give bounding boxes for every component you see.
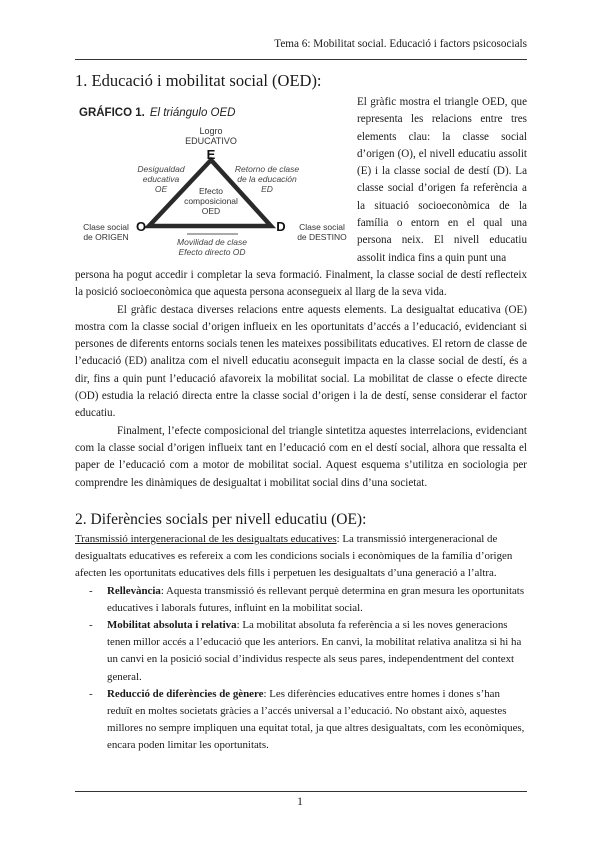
bullet-term: Reducció de diferències de gènere — [107, 687, 264, 700]
dest-label-1: Clase social — [299, 222, 345, 232]
bullet-text: : Aquesta transmissió és rellevant perquè determina en gran mesura les oportunitats educatives i laborals futures, influint en la mobilitat social. — [107, 584, 525, 614]
origin-label-2: de ORIGEN — [83, 232, 129, 242]
intro-underlined-term: Transmissió intergeneracional de les desigualtats educatives — [75, 533, 337, 545]
oed-triangle-diagram — [75, 103, 350, 265]
left-side-label-3: OE — [154, 184, 168, 194]
origin-label-1: Clase social — [83, 222, 129, 232]
left-side-label-1: Desigualdad — [137, 164, 185, 174]
bullet-dash: - — [89, 687, 93, 700]
right-side-label-3: ED — [261, 184, 273, 194]
figure-title — [79, 106, 235, 119]
section-2-intro — [75, 531, 527, 583]
paragraph-2: El gràfic destaca diverses relacions entre aquests elements. La desigualtat educativa (OE) mostra com la classe social d’origen influeix en les oportunitats d’accés a l’educació, evidenciant si persones de diferents entorns socials tenen les mateixes possibilitats educatives. El retorn de classe de l’educació (ED) analitza com el nivell educatiu aconseguit impacta en la classe social de destí, és a dir, fins a quin punt l’educació afavoreix la mobilitat social. La mobilitat de classe o efecte directe (OD) estudia la relació directa entre la classe social d’origen i la de destí, sense considerar el factor educatiu. — [75, 303, 527, 420]
bullet-term: Rellevància — [107, 584, 161, 597]
center-label-2: composicional — [184, 196, 238, 206]
top-label-1: Logro — [199, 126, 223, 136]
right-side-label-1: Retorno de clase — [234, 164, 300, 174]
oed-triangle-figure — [75, 103, 350, 265]
header-divider — [75, 59, 527, 60]
bullet-dash: - — [89, 584, 93, 597]
list-item — [75, 617, 527, 686]
section-1-body — [75, 267, 527, 492]
intro-text: : La transmissió intergeneracional de desigualtats educatives es refereix a com les condicions socials i econòmiques de la família d’origen afecten les oportunitats educatives dels fills i perpetuen les desigualtats d’una generació a l’altra. — [75, 533, 513, 580]
bullet-list — [75, 583, 527, 755]
figure-title-caption: El triángulo OED — [149, 107, 236, 119]
page-number: 1 — [297, 796, 303, 808]
bullet-term: Mobilitat absoluta i relativa — [107, 619, 237, 632]
bottom-label-1: Movilidad de clase — [177, 237, 247, 247]
right-side-label-2: de la educación — [237, 174, 297, 184]
section-2-body — [75, 531, 527, 755]
wrap-paragraph-continuation: persona ha pogut accedir i completar la seva formació. Finalment, la classe social de destí reflecteix la posició socioeconòmica que aquesta persona aconsegueix al llarg de la seva vida. — [75, 269, 527, 299]
footer-divider — [75, 791, 527, 792]
center-label-3: OED — [201, 206, 221, 216]
list-item — [75, 686, 527, 755]
bullet-text: : La mobilitat absoluta fa referència a si les noves generacions tenen millor accés a l’educació que les anteriors. En canvi, la mobilitat relativa analitza si hi ha un canvi en la posició social d’individus respecte als seus pares, independentment del context general. — [107, 619, 522, 683]
top-label-2: EDUCATIVO — [185, 136, 237, 146]
left-side-label-2: educativa — [142, 174, 180, 184]
figure-title-number: GRÁFICO 1. — [79, 107, 145, 119]
bullet-dash: - — [89, 619, 93, 632]
paragraph-3: Finalment, l’efecte composicional del triangle sintetitza aquestes interrelacions, evidenciant com la classe social d’origen influeix tant en l’educació com en el destí social, alhora que ressalta el paper de l’educació com a motor de mobilitat social. Aquest esquema s’utilitza en sociologia per comprendre les dinàmiques de desigualtat i mobilitat social dins d’una societat. — [75, 424, 527, 489]
center-label-1: Efecto — [198, 186, 224, 196]
vertex-e: E — [206, 147, 216, 162]
bullet-text: : Les diferències educatives entre homes i dones s’han reduït en moltes societats gràcies a l’accés universal a l’educació. No obstant això, aquestes millores no sempre impliquen una equitat total, ja que altres desigualtats, com les econòmiques, encara poden limitar les oportunitats. — [107, 687, 525, 752]
section-1-heading: 1. Educació i mobilitat social (OED): — [75, 71, 322, 90]
vertex-d: D — [276, 219, 286, 234]
vertex-o: O — [135, 219, 147, 234]
list-item — [75, 583, 527, 617]
dest-label-2: de DESTINO — [297, 232, 347, 242]
wrap-paragraph: El gràfic mostra el triangle OED, que representa les relacions entre tres elements clau: la classe social d’origen (O), el nivell educatiu assolit (E) i la classe social de destí (D). La classe social d’origen fa referència a la situació socioeconòmica de la família o entorn en el qual una persona neix. El nivell educatiu assolit indica fins a quin punt una — [357, 96, 527, 264]
bottom-label-2: Efecto directo OD — [178, 247, 246, 257]
section-2-heading: 2. Diferències socials per nivell educatiu (OE): — [75, 511, 367, 528]
running-header: Tema 6: Mobilitat social. Educació i factors psicosocials — [274, 38, 527, 50]
